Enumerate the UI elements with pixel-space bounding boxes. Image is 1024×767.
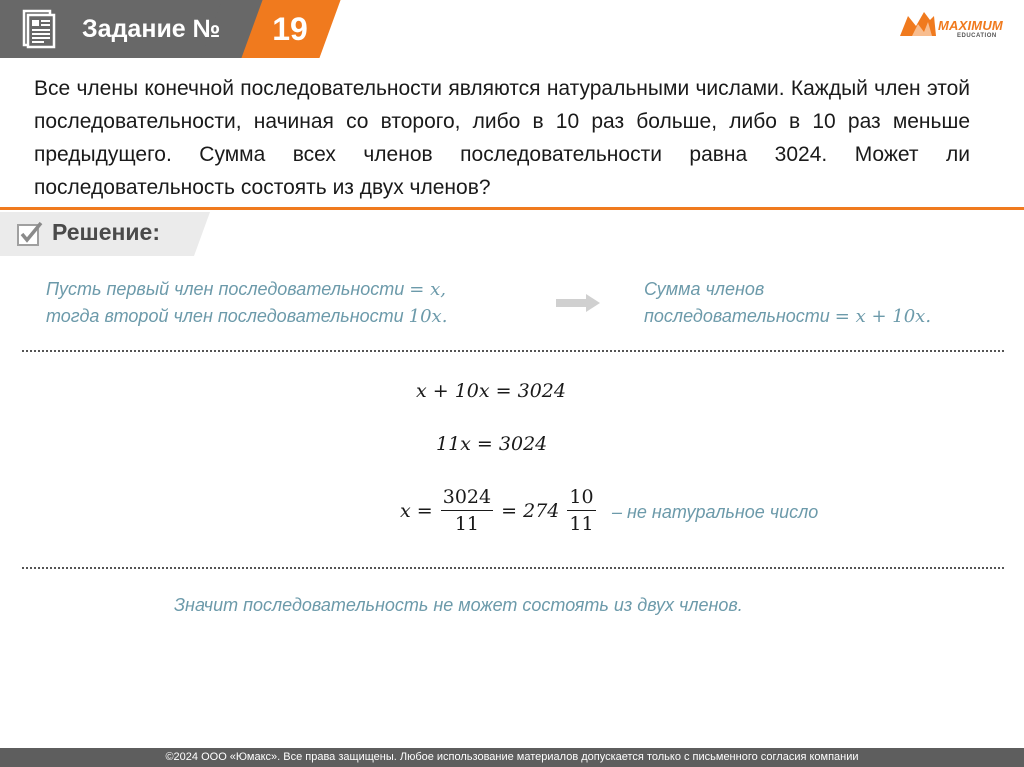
problem-statement: Все члены конечной последовательности являются натуральными числами. Каждый член этой последовательности, начиная со второго, либо в 10 раз больше, либо в 10 раз меньше предыдущего. Сумма всех членов последовательности равна 3024. Может ли последовательность состоять из двух членов? <box>34 77 970 199</box>
dotted-divider-1 <box>22 350 1004 352</box>
equation-3-lhs: x = <box>400 499 433 522</box>
conclusion: Значит последовательность не может состоять из двух членов. <box>174 595 743 615</box>
logo-text: MAXIMUM <box>938 18 1003 33</box>
task-number: 19 <box>272 11 308 47</box>
equation-3-mixed-denominator: 11 <box>569 513 594 535</box>
checkbox-check-icon <box>16 220 44 248</box>
step-assumption <box>46 276 526 330</box>
equation-3-mid: = 274 <box>501 499 560 522</box>
equation-3-numerator: 3024 <box>441 484 493 511</box>
arrow-right-icon <box>556 294 600 312</box>
step-right-text-1: Сумма членов <box>644 279 765 299</box>
task-title: Задание № <box>82 15 221 43</box>
step-left-math-1: = x, <box>409 279 446 300</box>
step-right-math-2: = x + 10x. <box>834 306 932 327</box>
header <box>0 0 1024 58</box>
equation-3-mixed-fraction <box>567 484 595 537</box>
step-left-text-2: тогда второй член последовательности <box>46 306 409 326</box>
equation-3-mixed-numerator: 10 <box>567 484 595 511</box>
equation-3-fraction <box>441 484 493 537</box>
step-sum <box>644 276 1004 330</box>
equation-3-denominator: 11 <box>454 513 479 535</box>
equation-1: x + 10x = 3024 <box>416 380 566 402</box>
logo-subtext: EDUCATION <box>957 33 997 39</box>
equation-3-note: – не натуральное число <box>612 502 819 522</box>
equation-3 <box>400 484 598 537</box>
solution-title: Решение: <box>52 219 161 245</box>
section-divider <box>0 207 1024 210</box>
equation-2: 11x = 3024 <box>436 433 548 455</box>
step-left-text-1: Пусть первый член последовательности <box>46 279 410 299</box>
footer-copyright: ©2024 ООО «Юмакс». Все права защищены. Любое использование материалов допускается только с письменного согласия компании <box>0 748 1024 767</box>
step-right-text-2: последовательности <box>644 306 835 326</box>
step-left-math-2: 10x. <box>408 306 448 327</box>
dotted-divider-2 <box>22 567 1004 569</box>
document-icon <box>22 9 56 49</box>
